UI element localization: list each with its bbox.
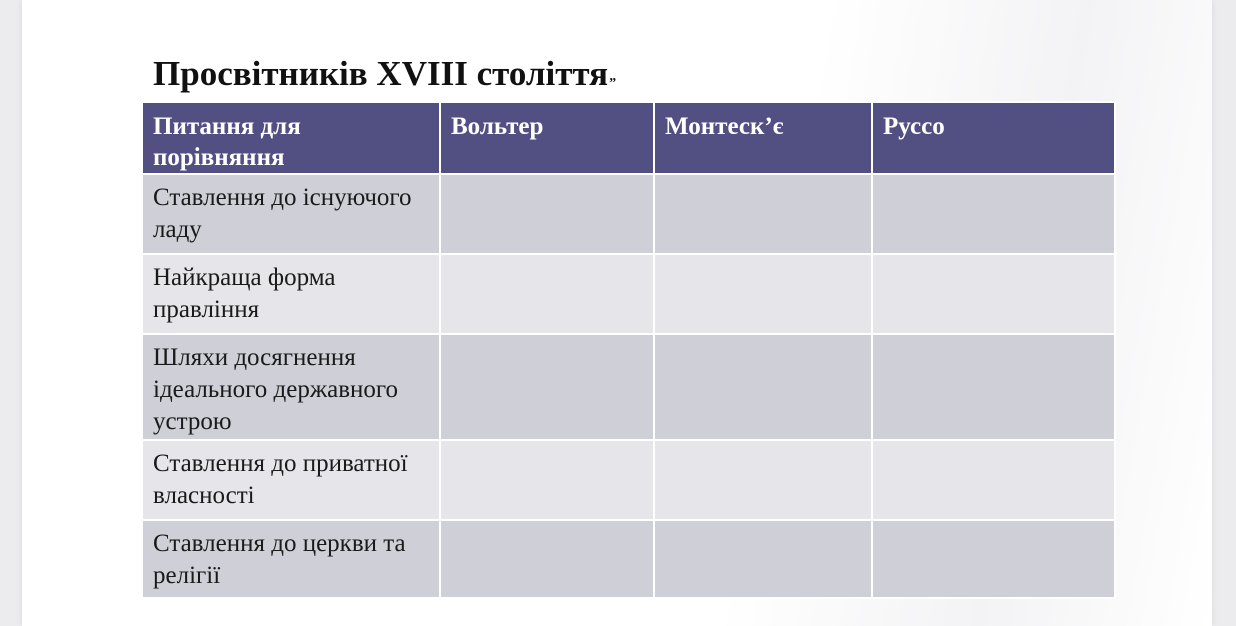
header-question: Питання для порівняння — [142, 102, 440, 174]
table-row — [142, 174, 1115, 254]
table-row — [142, 520, 1115, 598]
table-row — [142, 254, 1115, 334]
cell-montesquieu[interactable] — [654, 440, 872, 520]
row-question: Шляхи досягнення ідеального державного устрою — [142, 334, 440, 440]
row-question: Ставлення до існуючого ладу — [142, 174, 440, 254]
slide-title — [153, 52, 616, 96]
cell-montesquieu[interactable] — [654, 254, 872, 334]
row-question: Ставлення до церкви та релігії — [142, 520, 440, 598]
table-row — [142, 334, 1115, 440]
row-question: Найкраща форма правління — [142, 254, 440, 334]
cell-rousseau[interactable] — [872, 174, 1115, 254]
table-header-row — [142, 102, 1115, 174]
slide-title-text: Просвітників XVIII століття — [153, 54, 609, 93]
cell-montesquieu[interactable] — [654, 520, 872, 598]
cell-voltaire[interactable] — [440, 254, 654, 334]
cell-rousseau[interactable] — [872, 520, 1115, 598]
row-question: Ставлення до приватної власності — [142, 440, 440, 520]
table-row — [142, 440, 1115, 520]
cell-voltaire[interactable] — [440, 334, 654, 440]
title-quote-mark: ” — [609, 76, 617, 91]
cell-montesquieu[interactable] — [654, 174, 872, 254]
cell-rousseau[interactable] — [872, 254, 1115, 334]
slide — [22, 0, 1212, 626]
cell-rousseau[interactable] — [872, 440, 1115, 520]
header-voltaire: Вольтер — [440, 102, 654, 174]
cell-rousseau[interactable] — [872, 334, 1115, 440]
header-montesquieu: Монтеск’є — [654, 102, 872, 174]
header-rousseau: Руссо — [872, 102, 1115, 174]
cell-voltaire[interactable] — [440, 440, 654, 520]
cell-voltaire[interactable] — [440, 520, 654, 598]
cell-voltaire[interactable] — [440, 174, 654, 254]
comparison-table — [141, 101, 1116, 599]
cell-montesquieu[interactable] — [654, 334, 872, 440]
